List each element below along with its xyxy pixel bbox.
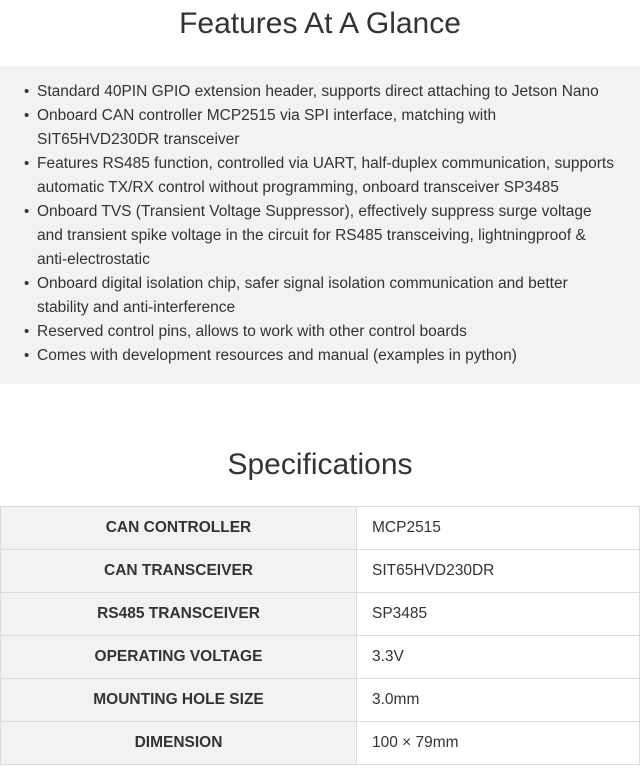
spec-label: DIMENSION (1, 722, 357, 765)
feature-item (24, 80, 614, 104)
bullet-icon: • (24, 83, 30, 100)
feature-text: Reserved control pins, allows to work with other control boards (37, 323, 467, 340)
features-heading: Features At A Glance (179, 7, 461, 40)
feature-text: Onboard TVS (Transient Voltage Suppressor), effectively suppress surge voltage and transient spike voltage in the circuit for RS485 transceiving, lightningproof & anti-electrostatic (37, 203, 592, 268)
features-panel (0, 66, 640, 384)
feature-item (24, 200, 614, 272)
specifications-table (0, 506, 640, 765)
spec-value: MCP2515 (357, 507, 640, 550)
spec-row-mounting-hole-size (1, 679, 640, 722)
spec-label: CAN CONTROLLER (1, 507, 357, 550)
feature-text: Standard 40PIN GPIO extension header, supports direct attaching to Jetson Nano (37, 83, 599, 100)
spec-label: OPERATING VOLTAGE (1, 636, 357, 679)
bullet-icon: • (24, 203, 30, 220)
spec-value: 3.0mm (357, 679, 640, 722)
feature-item (24, 320, 614, 344)
spec-value: 3.3V (357, 636, 640, 679)
spec-label: RS485 TRANSCEIVER (1, 593, 357, 636)
feature-text: Features RS485 function, controlled via UART, half-duplex communication, supports automatic TX/RX control without programming, onboard transceiver SP3485 (37, 155, 614, 196)
specifications-heading: Specifications (227, 448, 413, 481)
feature-text: Comes with development resources and manual (examples in python) (37, 347, 517, 364)
spec-label: CAN TRANSCEIVER (1, 550, 357, 593)
features-list (0, 66, 640, 368)
feature-item (24, 152, 614, 200)
spec-row-dimension (1, 722, 640, 765)
spec-row-rs485-transceiver (1, 593, 640, 636)
spec-label: MOUNTING HOLE SIZE (1, 679, 357, 722)
feature-item (24, 344, 614, 368)
spec-value: SP3485 (357, 593, 640, 636)
bullet-icon: • (24, 155, 30, 172)
bullet-icon: • (24, 275, 30, 292)
spec-row-can-controller (1, 507, 640, 550)
bullet-icon: • (24, 323, 30, 340)
spec-row-can-transceiver (1, 550, 640, 593)
feature-text: Onboard CAN controller MCP2515 via SPI interface, matching with SIT65HVD230DR transceiver (37, 107, 497, 148)
spec-value: 100 × 79mm (357, 722, 640, 765)
bullet-icon: • (24, 107, 30, 124)
spec-value: SIT65HVD230DR (357, 550, 640, 593)
feature-item (24, 104, 614, 152)
feature-item (24, 272, 614, 320)
bullet-icon: • (24, 347, 30, 364)
spec-row-operating-voltage (1, 636, 640, 679)
feature-text: Onboard digital isolation chip, safer signal isolation communication and better stability and anti-interference (37, 275, 568, 316)
